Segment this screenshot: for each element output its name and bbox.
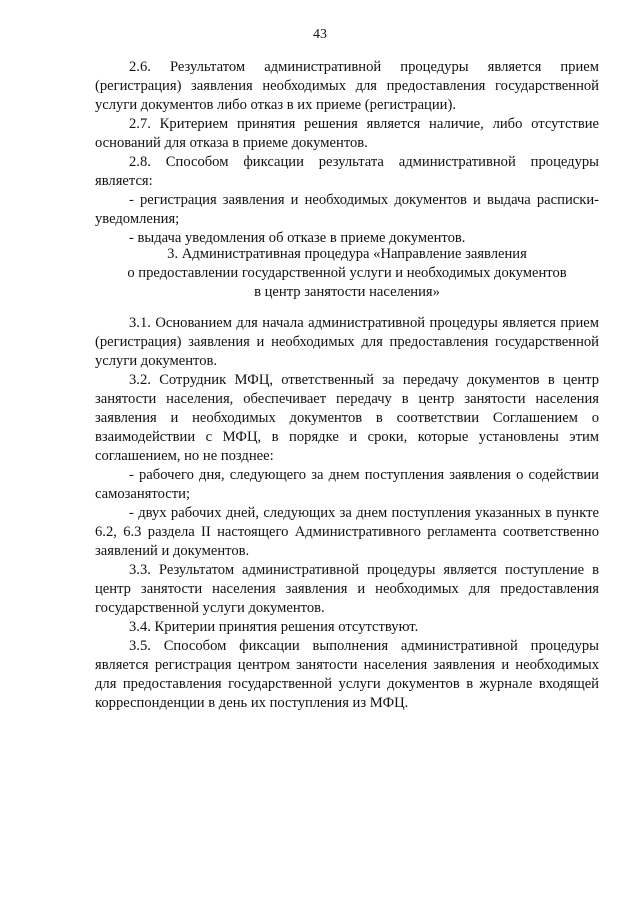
paragraph-2-7: 2.7. Критерием принятия решения является наличие, либо отсутствие оснований для отказа в приеме документов.: [95, 116, 599, 151]
paragraph-2-6: 2.6. Результатом административной процедуры является прием (регистрация) заявления необходимых для предоставления государственной услуги документов либо отказ в их приеме (регистрации).: [95, 59, 599, 113]
heading-line-1: 3. Административная процедура «Направление заявления: [167, 246, 527, 262]
page-number: 43: [313, 27, 327, 42]
paragraph-3-3: 3.3. Результатом административной процедуры является поступление в центр занятости населения заявления и необходимых для предоставления государственной услуги документов.: [95, 562, 599, 616]
heading-line-3: в центр занятости населения»: [254, 284, 440, 300]
list-item-two-working-days: - двух рабочих дней, следующих за днем поступления указанных в пункте 6.2, 6.3 раздела II настоящего Административного регламента соответственно заявлений и документов.: [95, 505, 599, 559]
section-3-heading: [95, 245, 599, 302]
list-item-registration: - регистрация заявления и необходимых документов и выдача расписки-уведомления;: [95, 192, 599, 227]
paragraph-3-1: 3.1. Основанием для начала административной процедуры является прием (регистрация) заявления и необходимых для предоставления государственной услуги документов.: [95, 315, 599, 369]
paragraph-3-5: 3.5. Способом фиксации выполнения административной процедуры является регистрация центром занятости населения заявления и необходимых для предоставления государственной услуги документов в журнале входящей корреспонденции в день их поступления из МФЦ.: [95, 638, 599, 711]
heading-line-2: о предоставлении государственной услуги и необходимых документов: [127, 265, 567, 281]
list-item-one-working-day: - рабочего дня, следующего за днем поступления заявления о содействии самозанятости;: [95, 467, 599, 502]
section-2-paragraphs: [95, 58, 599, 248]
paragraph-2-8: 2.8. Способом фиксации результата административной процедуры является:: [95, 154, 599, 189]
paragraph-3-4: 3.4. Критерии принятия решения отсутствуют.: [129, 619, 419, 635]
section-3-paragraphs: [95, 314, 599, 713]
paragraph-3-2: 3.2. Сотрудник МФЦ, ответственный за передачу документов в центр занятости населения, обеспечивает передачу в центр занятости населения заявления и необходимых документов в соответствии Соглашением о взаимодействии с МФЦ, в порядке и сроки, которые установлены этим соглашением, но не позднее:: [95, 372, 599, 464]
list-item-refusal-notice: - выдача уведомления об отказе в приеме документов.: [129, 230, 466, 246]
